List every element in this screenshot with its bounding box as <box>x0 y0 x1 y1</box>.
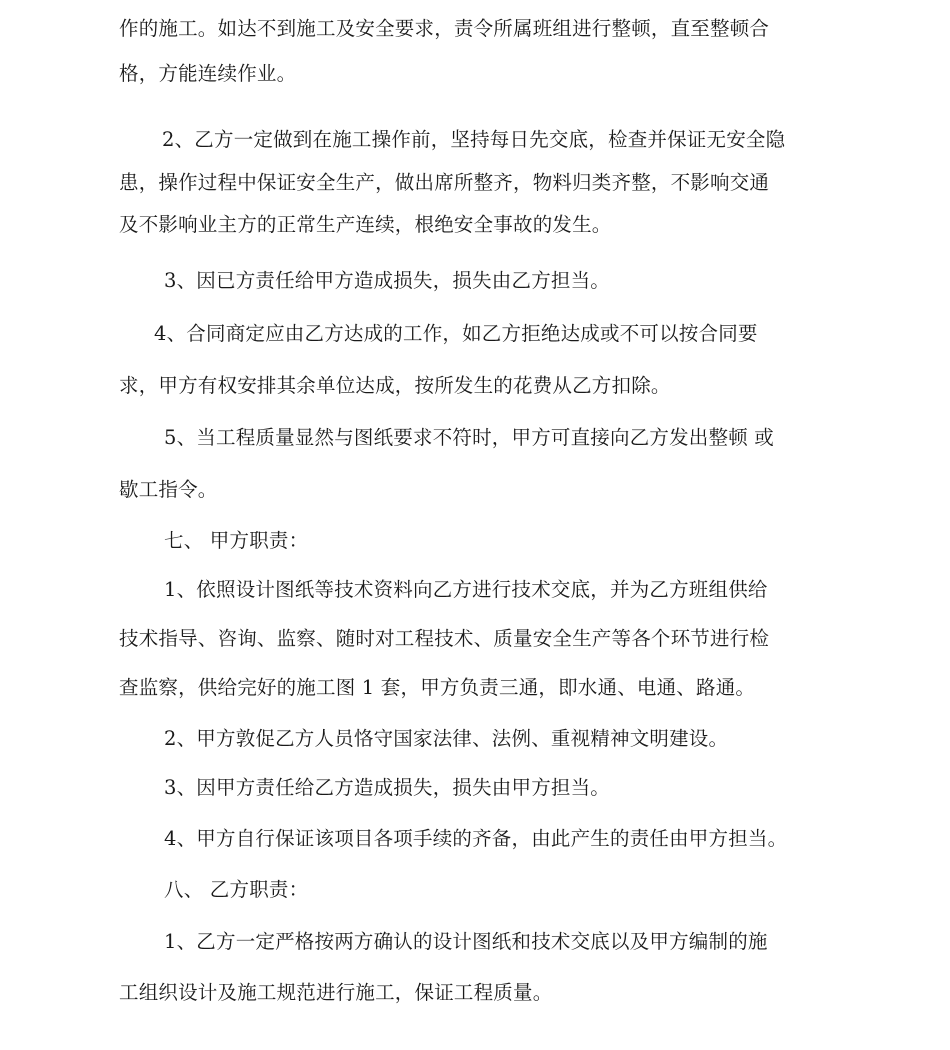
text-line: 3、因甲方责任给乙方造成损失，损失由甲方担当。 <box>164 776 611 799</box>
text-line: 4、合同商定应由乙方达成的工作，如乙方拒绝达成或不可以按合同要 <box>154 322 758 345</box>
text-line: 求，甲方有权安排其余单位达成，按所发生的花费从乙方扣除。 <box>119 374 671 397</box>
text-line: 工组织设计及施工规范进行施工，保证工程质量。 <box>119 981 553 1004</box>
text-line: 格，方能连续作业。 <box>119 62 297 85</box>
text-line: 1、乙方一定严格按两方确认的设计图纸和技术交底以及甲方编制的施 <box>164 930 768 953</box>
text-line: 查监察，供给完好的施工图 1 套，甲方负责三通，即水通、电通、路通。 <box>119 676 756 699</box>
section-heading: 七、 甲方职责： <box>164 529 309 552</box>
text-line: 3、因已方责任给甲方造成损失，损失由乙方担当。 <box>164 269 611 292</box>
text-line: 2、甲方敦促乙方人员恪守国家法律、法例、重视精神文明建设。 <box>164 727 729 750</box>
text-line: 4、甲方自行保证该项目各项手续的齐备，由此产生的责任由甲方担当。 <box>164 827 788 850</box>
section-heading: 八、 乙方职责： <box>164 878 309 901</box>
text-line: 作的施工。如达不到施工及安全要求，责令所属班组进行整顿，直至整顿合 <box>119 17 770 40</box>
text-line: 患，操作过程中保证安全生产，做出席所整齐，物料归类齐整，不影响交通 <box>119 171 770 194</box>
text-line: 5、当工程质量显然与图纸要求不符时，甲方可直接向乙方发出整顿 或 <box>164 426 775 449</box>
text-line: 歇工指令。 <box>119 478 218 501</box>
text-line: 1、依照设计图纸等技术资料向乙方进行技术交底，并为乙方班组供给 <box>164 578 768 601</box>
text-line: 及不影响业主方的正常生产连续，根绝安全事故的发生。 <box>119 213 612 236</box>
text-line: 2、乙方一定做到在施工操作前，坚持每日先交底，检查并保证无安全隐 <box>162 128 786 151</box>
text-line: 技术指导、咨询、监察、随时对工程技术、质量安全生产等各个环节进行检 <box>119 627 770 650</box>
